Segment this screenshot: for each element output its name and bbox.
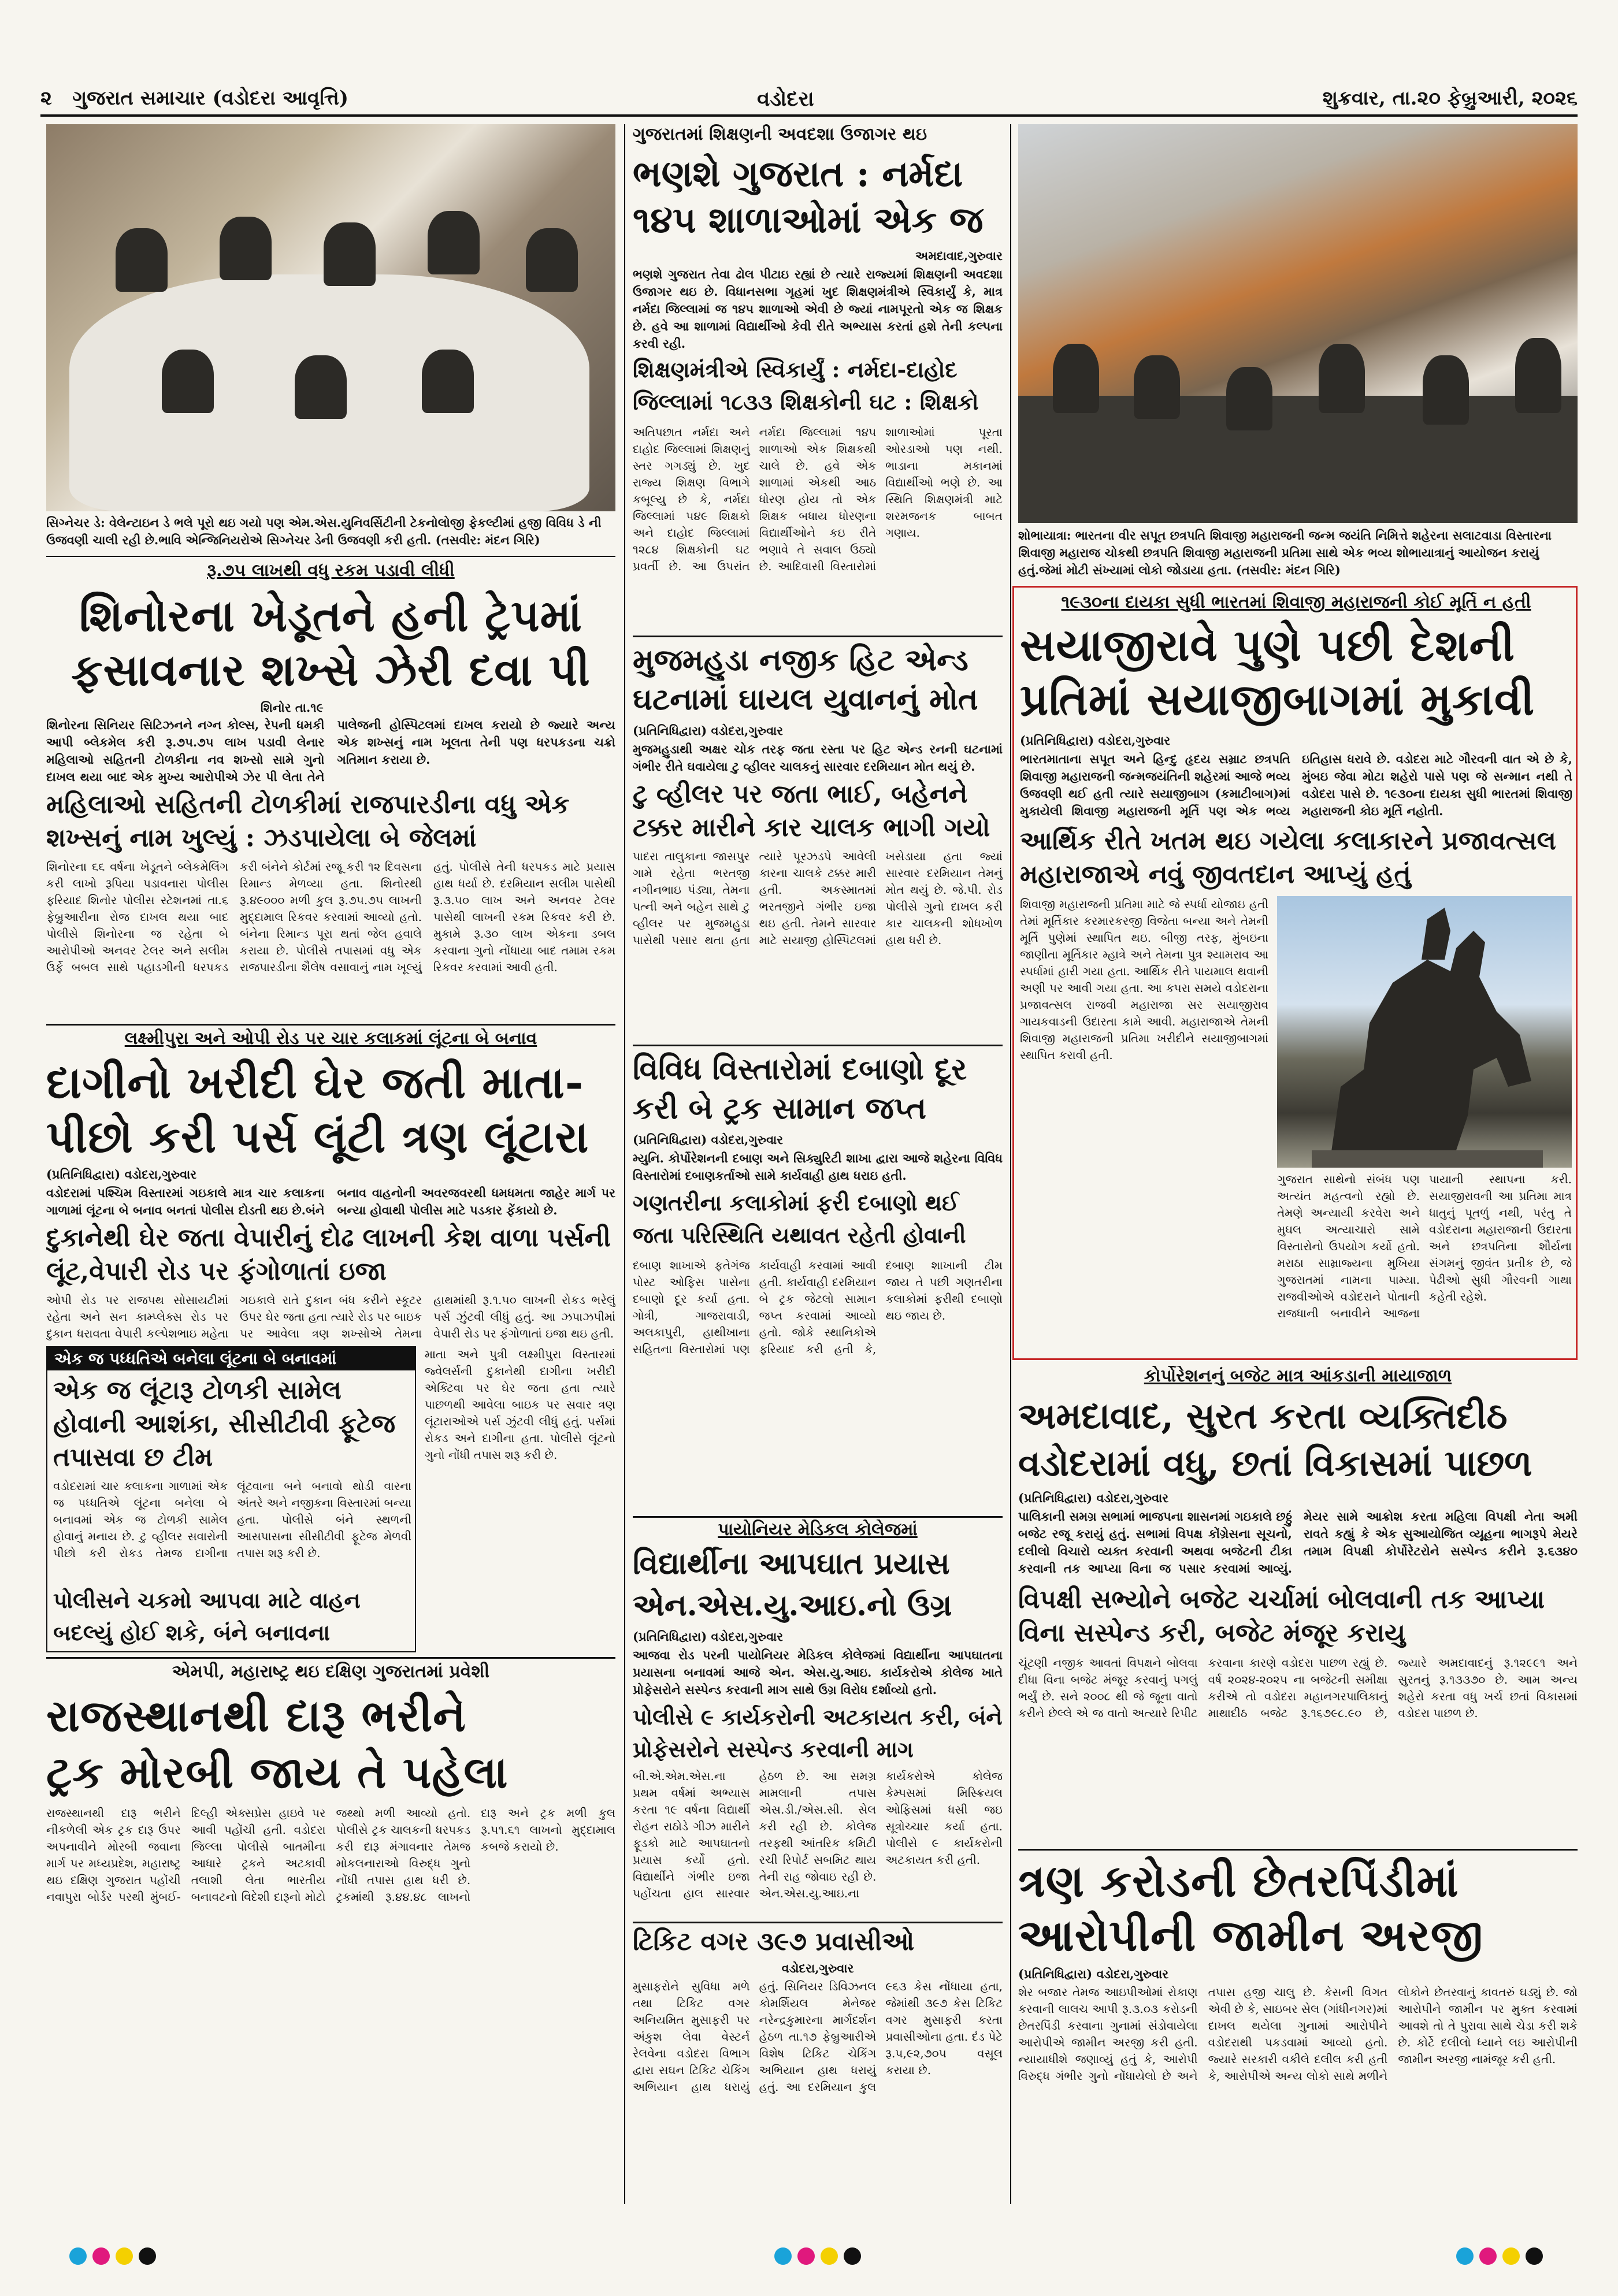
pioneer-kicker: પાયોનિયર મેડિકલ કોલેજમાં — [718, 1519, 918, 1540]
mujmahuda-lead: મુજમહુડાથી અક્ષર ચોક તરફ જતા રસ્તા પર હિટ એન્ડ રનની ઘટનામાં ગંભીર રીતે ઘવાયેલા ટુ વ્હીલર ચાલકનું સારવાર દરમિયાન મોત થયું છે. — [633, 742, 1003, 774]
lakshmipura-dateline: (પ્રતિનિધિદ્વારા) વડોદરા,ગુરુવાર — [46, 1167, 197, 1182]
narmada-headline-1: ભણશે ગુજરાત : નર્મદા — [633, 153, 963, 195]
fraud-dateline: (પ્રતિનિધિદ્વારા) વડોદરા,ગુરુવાર — [1018, 1967, 1169, 1981]
rajasthan-body: રાજસ્થાનથી દારૂ ભરીને નીકળેલી એક ટ્રક દારૂ ઉપર અપનાવીને મોરબી જવાના માર્ગ પર મધ્યપ્રદેશ, મહારાષ્ટ્ર થઇ દક્ષિણ ગુજરાત પહોંચી નવાપુરા બોર્ડર પરથી મુંબઈ-દિલ્હી એક્સપ્રેસ હાઇવે પર આવી પહોંચી હતી. વડોદરા જિલ્લા પોલીસે બાતમીના આધારે ટ્રકને અટકાવી તલાશી લેતા ભારતીય બનાવટનો વિદેશી દારૂનો મોટો જથ્થો મળી આવ્યો હતો. પોલીસે ટ્રક ચાલકની ધરપકડ કરી દારૂ મંગાવનાર તેમજ મોકલનારાઓ વિરુદ્ધ ગુનો નોંધી તપાસ હાથ ધરી છે. ટ્રકમાંથી રૂ.૪૪.૪૮ લાખનો દારૂ અને ટ્રક મળી કુલ રૂ.૫૧.૬૧ લાખનો મુદ્દામાલ કબજે કરાયો છે. — [46, 1806, 615, 1904]
budget-kicker: કોર્પોરેશનનું બજેટ માત્ર આંકડાની માયાજાળ — [1144, 1366, 1452, 1386]
divider — [46, 556, 615, 557]
shivaji-kicker: ૧૯૩૦ના દાયકા સુધી ભારતમાં શિવાજી મહારાજની કોઈ મૂર્તિ ન હતી — [1061, 592, 1531, 612]
mujmahuda-body: પાદરા તાલુકાના જાસપુર ગામે રહેતા ભરતજી નગીનભાઇ પંડ્યા, તેમના પત્ની અને બહેન સાથે ટુ વ્હીલર પર મુજમહુડા પાસેથી પસાર થતા હતા ત્યારે પૂરઝડપે આવેલી કારના ચાલકે ટક્કર મારી હતી. અકસ્માતમાં ભરતજીને ગંભીર ઇજા થઇ હતી. તેમને સારવાર માટે સયાજી હોસ્પિટલમાં ખસેડાયા હતા જ્યાં સારવાર દરમિયાન તેમનું મોત થયું છે. જે.પી. રોડ પોલીસે ગુનો દાખલ કરી કાર ચાલકની શોધખોળ હાથ ધરી છે. — [633, 849, 1003, 947]
registration-dot — [1479, 2247, 1497, 2265]
shobhayatra-photo — [1018, 124, 1578, 523]
mujmahuda-subhead: ટુ વ્હીલર પર જતા ભાઈ, બહેનને ટક્કર મારીને કાર ચાલક ભાગી ગયો — [633, 779, 990, 842]
pioneer-dateline: (પ્રતિનિધિદ્વારા) વડોદરા,ગુરુવાર — [633, 1629, 784, 1644]
registration-dot — [139, 2247, 156, 2265]
dabano-headline-1: વિવિધ વિસ્તારોમાં દબાણો દૂર — [633, 1052, 967, 1087]
lakshmipura-box-bottom: પોલીસને ચકમો આપવા માટે વાહન બદલ્યું હોઈ શકે, બંને બનાવના — [53, 1587, 361, 1645]
rajasthan-headline-1: રાજસ્થાનથી દારૂ ભરીને — [46, 1690, 466, 1741]
registration-dot — [797, 2247, 815, 2265]
registration-dot — [116, 2247, 133, 2265]
column-rule — [1010, 124, 1011, 2204]
registration-dot — [1456, 2247, 1474, 2265]
divider — [633, 1045, 1003, 1046]
shivaji-subhead: આર્થિક રીતે ખતમ થઇ ગયેલા કલાકારને પ્રજાવત્સલ મહારાજાએ નવું જીવતદાન આપ્યું હતું — [1020, 826, 1556, 889]
registration-dot — [69, 2247, 87, 2265]
shivaji-body: શિવાજી મહારાજની પ્રતિમા માટે જે સ્પર્ધા યોજાઇ હતી તેમાં મૂર્તિકાર કરમારકરજી વિજેતા બન્યા અને તેમની મૂર્તિ પુણેમાં સ્થાપિત થઇ. બીજી તરફ, મુંબઇના જાણીતા મૂર્તિકાર મ્હાત્રે અને તેમના પુત્ર શ્યામરાવ આ સ્પર્ધામાં હારી ગયા હતા. આર્થિક રીતે પાયમાલ થવાની અણી પર આવી ગયા હતા. આ કપરા સમયે વડોદરાના પ્રજાવત્સલ રાજવી મહારાજા સર સયાજીરાવ ગાયકવાડની ઉદારતા કામે આવી. મહારાજાએ તેમની શિવાજી મહારાજની પ્રતિમા ખરીદીને સયાજીબાગમાં સ્થાપિત કરાવી હતી. — [1020, 897, 1268, 1062]
narmada-subhead: શિક્ષણમંત્રીએ સ્વિકાર્યું : નર્મદા-દાહોદ જિલ્લામાં ૧૮૩૩ શિક્ષકોની ઘટ : શિક્ષકો — [633, 356, 979, 415]
budget-dateline: (પ્રતિનિધિદ્વારા) વડોદરા,ગુરુવાર — [1018, 1491, 1169, 1505]
registration-marks — [0, 2242, 1618, 2276]
ticket-dateline: વડોદરા,ગુરુવાર — [781, 1961, 854, 1975]
narmada-lead: ભણશે ગુજરાત તેવા ઢોલ પીટાઇ રહ્યાં છે ત્યારે રાજ્યમાં શિક્ષણની અવદશા ઉજાગર થઇ છે. વિધાનસભા ગૃહમાં ખુદ શિક્ષણમંત્રીએ સ્વિકાર્યું કે, માત્ર નર્મદા જિલ્લામાં જ ૧૪૫ શાળાઓ એવી છે જ્યાં નામપૂરતો એક જ શિક્ષક છે. હવે આ શાળામાં વિદ્યાર્થીઓ કેવી રીતે અભ્યાસ કરતાં હશે તેની કલ્પના કરવી રહી. — [633, 267, 1003, 351]
shivaji-statue-photo — [1277, 896, 1572, 1168]
ticket-headline: ટિકિટ વગર ૩૯૭ પ્રવાસીઓ — [633, 1927, 915, 1956]
shivaji-dateline: (પ્રતિનિધિદ્વારા) વડોદરા,ગુરુવાર — [1020, 733, 1171, 748]
shinor-headline-1: શિનોરના ખેડૂતને હની ટ્રેપમાં — [79, 590, 582, 641]
mujmahuda-headline-1: મુજમહુડા નજીક હિટ એન્ડ — [633, 642, 968, 678]
pioneer-headline-1: વિદ્યાર્થીના આપઘાત પ્રયાસ — [633, 1546, 950, 1581]
shinor-lead: શિનોરના સિનિયર સિટિઝનને નગ્ન કોલ્સ, રેપની ધમકી આપી બ્લેકમેલ કરી રૂ.૭૫.૭૫ લાખ પડાવી લેનાર મહિલાઓ સહિતની ટોળકીના નવ શખ્સો સામે ગુનો દાખલ થયા બાદ એક મુખ્ય આરોપીએ ઝેર પી લેતા તેને પાલેજની હોસ્પિટલમાં દાખલ કરાયો છે જ્યારે અન્ય એક શખ્સનું નામ ખૂલતા તેની પણ ધરપકડના ચક્રો ગતિમાન કરાયા છે. — [46, 718, 615, 784]
dabano-headline-2: કરી બે ટ્રક સામાન જપ્ત — [633, 1091, 927, 1126]
divider — [633, 1516, 1003, 1518]
shobhayatra-caption: શોભાયાત્રા: ભારતના વીર સપૂત છત્રપતિ શિવાજી મહારાજની જન્મ જયંતિ નિમિત્તે શહેરના સલાટવાડા વિસ્તારના શિવાજી મહારાજ ચોકથી છત્રપતિ શિવાજી મહારાજની પ્રતિમા સાથે એક ભવ્ય શોભાયાત્રાનું આયોજન કરાયું હતું.જેમાં મોટી સંખ્યામાં લોકો જોડાયા હતા. (તસવીર: મંદન ગિરિ) — [1018, 528, 1552, 577]
narmada-body: અતિપછાત નર્મદા અને દાહોદ જિલ્લામાં શિક્ષણનું સ્તર ગગડ્યું છે. ખુદ રાજ્ય શિક્ષણ વિભાગે કબૂલ્યુ છે કે, નર્મદા જિલ્લામાં ૫૪૯ શિક્ષકો અને દાહોદ જિલ્લામાં ૧૨૮૪ શિક્ષકોની ઘટ પ્રવર્તી છે. આ ઉપરાંત નર્મદા જિલ્લામાં ૧૪૫ શાળાઓ એક શિક્ષકથી ચાલે છે. હવે એક શાળામાં એકથી આઠ ધોરણ હોય તો એક શિક્ષક બધાય ધોરણના વિદ્યાર્થીઓને કઇ રીતે ભણાવે તે સવાલ ઉઠ્યો છે. આદિવાસી વિસ્તારોમાં શાળાઓમાં પૂરતા ઓરડાઓ પણ નથી. ભાડાના મકાનમાં વિદ્યાર્થીઓ ભણે છે. આ સ્થિતિ શિક્ષણમંત્રી માટે શરમજનક બાબત ગણાય. — [633, 425, 1003, 573]
dabano-subhead: ગણતરીના કલાકોમાં ફરી દબાણો થઈ જતા પરિસ્થિતિ યથાવત રહેતી હોવાની — [633, 1190, 966, 1248]
students-photo — [46, 124, 615, 511]
registration-dot — [844, 2247, 861, 2265]
registration-dot — [774, 2247, 792, 2265]
shinor-subhead: મહિલાઓ સહિતની ટોળકીમાં રાજપારડીના વધુ એક શખ્સનું નામ ખુલ્યું : ઝડપાયેલા બે જેલમાં — [46, 790, 570, 853]
shinor-body: શિનોરના ૬૬ વર્ષના ખેડૂતને બ્લેકમેલિંગ કરી લાખો રૂપિયા પડાવનારા પોલીસ ફરિયાદ શિનોર પોલીસ સ્ટેશનમાં તા.૬ ફેબ્રુઆરીના રોજ દાખલ થયા બાદ પોલીસે શિનોરના જ રહેતા બે આરોપીઓ અનવર ટેલર અને સલીમ ઉર્ફે બબલ સાથે પહાડગીની ધરપકડ કરી બંનેને કોર્ટમાં રજૂ કરી ૧૨ દિવસના રિમાન્ડ મેળવ્યા હતા. શિનોરથી રૂ.૪૯૦૦૦ મળી કુલ રૂ.૭૫.૭૫ લાખની મુદ્દામાલ રિકવર કરવામાં આવ્યો હતો. બંનેના રિમાન્ડ પૂરા થતાં જેલ હવાલે કરાયા છે. પોલીસે તપાસમાં વધુ એક રાજપારડીના શૈલેષ વસાવાનું નામ ખૂલ્યું હતું. પોલીસે તેની ધરપકડ માટે પ્રયાસ હાથ ધર્યા છે. દરમિયાન સલીમ પાસેથી રૂ.૩.૫૦ લાખ અને અનવર ટેલર પાસેથી લાખની રકમ રિકવર કરી છે. મુકામે રૂ.૩૦ લાખ એકના ડબલ કરવાના ગુનો નોંધાયા બાદ તમામ રકમ રિકવર કરવામાં આવી હતી. — [46, 860, 615, 974]
pioneer-subhead: પોલીસે ૯ કાર્યકરોની અટકાયત કરી, બંને પ્રોફેસરોને સસ્પેન્ડ કરવાની માગ — [633, 1704, 1003, 1762]
divider — [46, 1657, 615, 1659]
dabano-dateline: (પ્રતિનિધિદ્વારા) વડોદરા,ગુરુવાર — [633, 1132, 784, 1147]
divider — [46, 1024, 615, 1026]
divider — [1018, 1849, 1578, 1851]
lakshmipura-kicker: લક્ષ્મીપુરા અને ઓપી રોડ પર ચાર કલાકમાં લૂંટના બે બનાવ — [124, 1028, 537, 1049]
masthead-rule — [40, 114, 1578, 117]
lakshmipura-box — [46, 1346, 416, 1652]
narmada-kicker: ગુજરાતમાં શિક્ષણની અવદશા ઉજાગર થઇ — [633, 124, 927, 144]
budget-headline-1: અમદાવાદ, સુરત કરતા વ્યક્તિદીઠ — [1018, 1395, 1508, 1437]
column-rule — [624, 124, 625, 2204]
divider — [633, 1922, 1003, 1923]
lakshmipura-body-2: માતા અને પુત્રી લક્ષ્મીપુરા વિસ્તારમાં જ્વેલર્સની દુકાનેથી દાગીના ખરીદી એક્ટિવા પર ઘેર જતા હતા ત્યારે પાછળથી આવેલા બાઇક પર સવાર ત્રણ લૂંટારાઓએ પર્સ ઝુંટવી લીધું હતું. પર્સમાં રોકડ અને દાગીના હતા. પોલીસે લૂંટનો ગુનો નોંધી તપાસ શરૂ કરી છે. — [425, 1347, 615, 1462]
rajasthan-headline-2: ટ્રક મોરબી જાય તે પહેલા — [46, 1747, 509, 1798]
pioneer-headline-2: એન.એસ.યુ.આઇ.નો ઉગ્ર — [633, 1588, 952, 1623]
budget-subhead: વિપક્ષી સભ્યોને બજેટ ચર્ચામાં બોલવાની તક આપ્યા વિના સસ્પેન્ડ કરી, બજેટ મંજૂર કરાયુ — [1018, 1585, 1545, 1648]
mujmahuda-headline-2: ઘટનામાં ઘાયલ યુવાનનું મોત — [633, 682, 978, 717]
shinor-headline-2: ફસાવનાર શખ્સે ઝેરી દવા પી — [71, 644, 591, 696]
rajasthan-kicker: એમપી, મહારાષ્ટ્ર થઇ દક્ષિણ ગુજરાતમાં પ્રવેશી — [172, 1662, 490, 1682]
lakshmipura-headline-1: દાગીનો ખરીદી ઘેર જતી માતા- — [46, 1057, 584, 1108]
horse-statue-icon — [1277, 896, 1572, 1168]
pioneer-lead: આજવા રોડ પરની પાયોનિયર મેડિકલ કોલેજમાં વિદ્યાર્થીના આપઘાતના પ્રયાસના બનાવમાં આજે એન. એસ.યુ.આઇ. કાર્યકરોએ કોલેજ ખાતે પ્રોફેસરોને સસ્પેન્ડ કરવાની માગ સાથે ઉગ્ર વિરોધ દર્શાવ્યો હતો. — [633, 1648, 1003, 1697]
shinor-kicker: રૂ.૭૫ લાખથી વધુ રકમ પડાવી લીધી — [207, 560, 455, 581]
fraud-headline-2: આરોપીની જામીન અરજી — [1018, 1909, 1483, 1961]
registration-dot — [1502, 2247, 1520, 2265]
narmada-headline-2: ૧૪૫ શાળાઓમાં એક જ — [633, 199, 984, 241]
mujmahuda-dateline: (પ્રતિનિધિદ્વારા) વડોદરા,ગુરુવાર — [633, 723, 784, 738]
budget-headline-2: વડોદરામાં વધુ, છતાં વિકાસમાં પાછળ — [1018, 1442, 1532, 1484]
registration-dot — [92, 2247, 110, 2265]
lakshmipura-body: ઓપી રોડ પર રાજપથ સોસાયટીમાં રહેતા અને સન કામ્પ્લેક્સ રોડ પર દુકાન ધરાવતા વેપારી કલ્પેશભાઇ મહેતા ગઇકાલે રાતે દુકાન બંધ કરીને સ્કૂટર ઉપર ઘેર જતા હતા ત્યારે રોડ પર બાઇક પર આવેલા ત્રણ શખ્સોએ તેમના હાથમાંથી રૂ.૧.૫૦ લાખની રોકડ ભરેલું પર્સ ઝુંટવી લીધું હતું. આ ઝપાઝપીમાં વેપારી રોડ પર ફંગોળાતાં ઇજા થઇ હતી. — [46, 1293, 615, 1340]
divider — [633, 636, 1003, 637]
budget-body: ચૂંટણી નજીક આવતાં વિપક્ષને બોલવા દીધા વિના બજેટ મંજૂર કરવાનું પગલું ભર્યું છે. સને ૨૦૦૮ થી જે જૂના વાતો કરીને છેલ્લે એ જ વાતો અત્યારે રિપીટ કરવાના કારણે વડોદરા પાછળ રહ્યું છે. વર્ષ ૨૦૨૪-૨૦૨૫ ના બજેટની સમીક્ષા કરીએ તો વડોદરા મહાનગરપાલિકાનું માથાદીઠ બજેટ રૂ.૧૬૭૯૮.૯૦ છે, જ્યારે અમદાવાદનું રૂ.૧૨૯૯૧ અને સુરતનું રૂ.૧૩૩૭૦ છે. આમ અન્ય શહેરો કરતા વધુ ખર્ચ છતાં વિકાસમાં વડોદરા પાછળ છે. — [1018, 1656, 1578, 1720]
city-name: વડોદરા — [757, 87, 814, 110]
registration-dot — [821, 2247, 838, 2265]
lakshmipura-lead: વડોદરામાં પશ્ચિમ વિસ્તારમાં ગઇકાલે માત્ર ચાર કલાકના ગાળામાં લૂંટના બે બનાવ બનતાં પોલીસ દોડતી થઇ છે.બંને બનાવ વાહનોની અવરજવરથી ધમધમતા જાહેર માર્ગ પર બન્યા હોવાથી પોલીસ માટે પડકાર ફેંકાયો છે. — [46, 1186, 615, 1217]
pioneer-body: બી.એ.એમ.એસ.ના પ્રથમ વર્ષમાં અભ્યાસ કરતા ૧૯ વર્ષના વિદ્યાર્થી રોહન રાઠોડે ગીઝ મારીને ફૂડકો માટે આપઘાતનો પ્રયાસ કર્યો હતો. વિદ્યાર્થીને ગંભીર ઇજા પહોંચતા હાલ સારવાર હેઠળ છે. આ સમગ્ર મામલાની તપાસ એસ.ડી./એસ.સી. સેલ કરી રહી છે. કોલેજ તરફથી આંતરિક કમિટી રચી રિપોર્ટ સબમિટ થાય તેની રાહ જોવાઇ રહી છે. એન.એસ.યુ.આઇ.ના કાર્યકરોએ કોલેજ કેમ્પસમાં મિસ્ક્રિયલ ઓફિસમાં ધસી જઇ સૂત્રોચ્ચાર કર્યા હતા. પોલીસે ૯ કાર્યકરોની અટકાયત કરી હતી. — [633, 1769, 1003, 1900]
issue-date: શુક્રવાર, તા.૨૦ ફેબ્રુઆરી, ૨૦૨૬ — [1322, 87, 1578, 110]
page-number: ૨ — [40, 87, 52, 110]
masthead — [40, 87, 1578, 110]
lakshmipura-box-title: એક જ પધ્ધતિએ બનેલા લૂંટના બે બનાવમાં — [47, 1347, 415, 1370]
lakshmipura-box-headline: એક જ લૂંટારૂ ટોળકી સામેલ હોવાની આશંકા, સીસીટીવી ફૂટેજ તપાસવા છ ટીમ — [53, 1376, 396, 1472]
fraud-body: શેર બજાર તેમજ આઇપીઓમાં રોકાણ કરવાની લાલચ આપી રૂ.૩.૦૩ કરોડની છેતરપિંડી કરવાના ગુનામાં સંડોવાયેલા આરોપીએ જામીન અરજી કરી હતી. ન્યાયાધીશે જણાવ્યું હતું કે, આરોપી વિરુદ્ધ ગંભીર ગુનો નોંધાયેલો છે અને તપાસ હજી ચાલુ છે. કેસની વિગત એવી છે કે, સાઇબર સેલ (ગાંધીનગર)માં દાખલ થયેલા ગુનામાં આરોપીને વડોદરાથી પકડવામાં આવ્યો હતો. જ્યારે સરકારી વકીલે દલીલ કરી હતી કે, આરોપીએ અન્ય લોકો સાથે મળીને લોકોને છેતરવાનું કાવતરું ઘડ્યું છે. જો આરોપીને જામીન પર મુક્ત કરવામાં આવશે તો તે પુરાવા સાથે ચેડા કરી શકે છે. કોર્ટે દલીલો ધ્યાને લઇ આરોપીની જામીન અરજી નામંજૂર કરી હતી. — [1018, 1985, 1578, 2083]
ticket-body: મુસાફરોને સુવિધા મળે તથા ટિકિટ વગર અનિયમિત મુસાફરી પર અંકુશ લેવા વેસ્ટર્ન રેલવેના વડોદરા વિભાગ દ્વારા સઘન ટિકિટ ચેકિંગ અભિયાન હાથ ધરાયું હતું. સિનિયર ડિવિઝનલ કોમર્શિયલ મેનેજર નરેન્દ્રકુમારના માર્ગદર્શન હેઠળ તા.૧૭ ફેબ્રુઆરીએ વિશેષ ટિકિટ ચેકિંગ અભિયાન હાથ ધરાયું હતું. આ દરમિયાન કુલ ૯૬૩ કેસ નોંધાયા હતા, જેમાંથી ૩૯૭ કેસ ટિકિટ વગર મુસાફરી કરતા પ્રવાસીઓના હતા. દંડ પેટે રૂ.૫,૯૨,૭૦૫ વસૂલ કરાયા છે. — [633, 1979, 1003, 2094]
narmada-dateline: અમદાવાદ,ગુરુવાર — [915, 248, 1003, 263]
shivaji-lead: ભારતમાતાના સપૂત અને હિન્દુ હૃદય સમ્રાટ છત્રપતિ શિવાજી મહારાજની જન્મજયંતિની શહેરમાં આજે ભવ્ય ઉજવણી થઈ હતી ત્યારે સયાજીબાગ (કમાટીબાગ)માં મુકાયેલી શિવાજી મહારાજની મૂર્તિ પણ એક ભવ્ય ઇતિહાસ ધરાવે છે. વડોદરા માટે ગૌરવની વાત એ છે કે, મુંબઇ જેવા મોટા શહેરો પાસે પણ જે સન્માન નથી તે વડોદરા પાસે છે. ૧૯૩૦ના દાયકા સુધી ભારતમાં શિવાજી મહારાજની કોઇ મૂર્તિ નહોતી. — [1020, 752, 1572, 818]
lakshmipura-headline-2: પીછો કરી પર્સ લૂંટી ત્રણ લૂંટારા — [46, 1111, 589, 1162]
shivaji-box — [1012, 586, 1578, 1360]
shivaji-headline-1: સયાજીરાવે પુણે પછી દેશની — [1020, 619, 1516, 671]
lakshmipura-box-body: વડોદરામાં ચાર કલાકના ગાળામાં એક જ પધ્ધતિએ લૂંટના બનેલા બે બનાવમાં એક જ ટોળકી સામેલ હોવાનું મનાય છે. ટુ વ્હીલર સવારોની પીછો કરી રોકડ તેમજ દાગીના લૂંટવાના બને બનાવો થોડી વારના અંતરે અને નજીકના વિસ્તારમાં બન્યા હતા. પોલીસે બંને સ્થળની આસપાસના સીસીટીવી ફૂટેજ મેળવી તપાસ શરૂ કરી છે. — [53, 1479, 411, 1560]
shinor-dateline: શિનોર તા.૧૯ — [260, 700, 324, 715]
paper-name: ગુજરાત સમાચાર (વડોદરા આવૃત્તિ) — [72, 87, 348, 110]
shivaji-body-2: ગુજરાત સાથેનો સંબંધ પણ અત્યંત મહત્વનો રહ્યો છે. તેમણે અન્યાયી કરવેરા અને મુઘલ અત્યાચારો સામે વિસ્તારોનો ઉપયોગ કર્યો હતો. મરાઠા સામ્રાજ્યના મુખિયા ગુજરાતમાં નામના પામ્યા. રાજવીઓએ વડોદરાને પોતાની રાજધાની બનાવીને આજના પાયાની સ્થાપના કરી. સયાજીરાવની આ પ્રતિમા માત્ર ધાતુનું પૂતળું નથી, પરંતુ તે વડોદરાના મહારાજાની ઉદારતા અને છત્રપતિના શૌર્યના સંગમનું જીવંત પ્રતીક છે, જે પેઢીઓ સુધી ગૌરવની ગાથા કહેતી રહેશે. — [1277, 1172, 1572, 1320]
students-caption: સિગ્નેચર ડે: વેલેન્ટાઇન ડે ભલે પૂરો થઇ ગયો પણ એમ.એસ.યુનિવર્સિટીની ટેકનોલોજી ફેકલ્ટીમાં હજી વિવિધ ડે ની ઉજવણી ચાલી રહી છે.ભાવિ એન્જિનિયરોએ સિગ્નેચર ડેની ઉજવણી કરી હતી. (તસવીર: મંદન ગિરિ) — [46, 515, 602, 547]
lakshmipura-subhead: દુકાનેથી ઘેર જતા વેપારીનું દોઢ લાખની કેશ વાળા પર્સની લૂંટ,વેપારી રોડ પર ફંગોળાતાં ઇજા — [46, 1223, 611, 1286]
registration-dot — [1526, 2247, 1543, 2265]
dabano-body: દબાણ શાખાએ ફતેગંજ પોસ્ટ ઓફિસ પાસેના દબાણો દૂર કર્યા હતા. ગોત્રી, ગાજરાવાડી, અલકાપુરી, હાથીખાના સહિતના વિસ્તારોમાં પણ કાર્યવાહી કરવામાં આવી હતી. કાર્યવાહી દરમિયાન બે ટ્રક જેટલો સામાન જપ્ત કરવામાં આવ્યો હતો. જોકે સ્થાનિકોએ ફરિયાદ કરી હતી કે, દબાણ શાખાની ટીમ જાય તે પછી ગણતરીના કલાકોમાં ફરીથી દબાણો થઇ જાય છે. — [633, 1258, 1003, 1356]
budget-lead: પાલિકાની સમગ્ર સભામાં ભાજપના શાસનમાં ગઇકાલે છઠ્ઠું બજેટ રજૂ કરાયું હતું. સભામાં વિપક્ષ કોંગ્રેસના સૂચનો, દલીલો વિચારો વ્યક્ત કરવાની અથવા બજેટની ટીકા કરવાની તક આપ્યા વિના જ પસાર કરવામાં આવ્યું. મેયર સામે આક્રોશ કરતા મહિલા વિપક્ષી નેતા અમી રાવતે કહ્યું કે એક સુઆયોજિત વ્યૂહના ભાગરૂપે મેયરે તમામ વિપક્ષી કોર્પોરેટરોને સસ્પેન્ડ કરીને રૂ.૬૩૪૦ — [1018, 1509, 1578, 1576]
shivaji-headline-2: પ્રતિમાં સયાજીબાગમાં મુકાવી — [1020, 674, 1535, 725]
fraud-headline-1: ત્રણ કરોડની છેતરપિંડીમાં — [1018, 1855, 1459, 1907]
dabano-lead: મ્યુનિ. કોર્પોરેશનની દબાણ અને સિક્યુરિટી શાખા દ્વારા આજે શહેરના વિવિધ વિસ્તારોમાં દબાણકર્તાઓ સામે કાર્યવાહી હાથ ધરાઇ હતી. — [633, 1151, 1003, 1183]
